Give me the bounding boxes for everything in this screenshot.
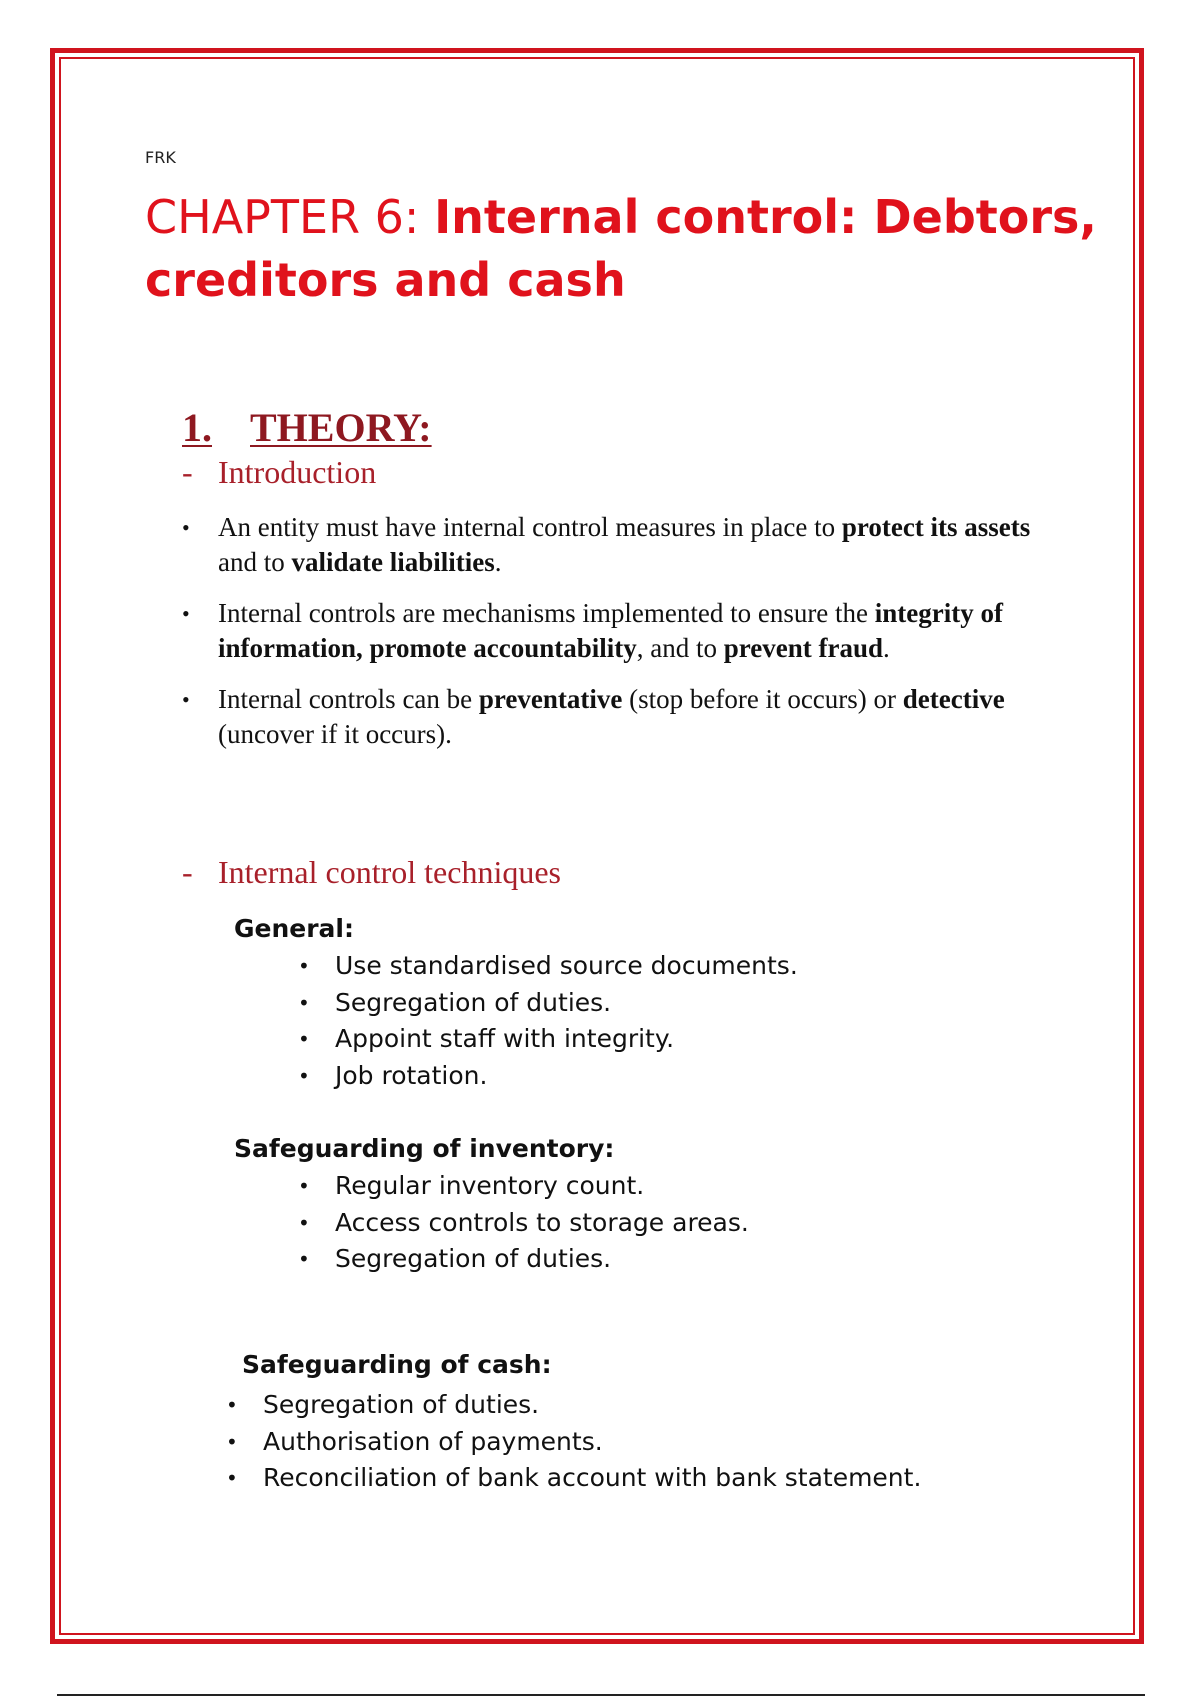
introduction-dash: - <box>182 454 193 490</box>
list-item: • Use standardised source documents. <box>298 948 798 985</box>
list-item: • Segregation of duties. <box>226 1387 921 1424</box>
chapter-prefix: CHAPTER 6: <box>145 190 435 244</box>
list-item: • Segregation of duties. <box>298 1241 749 1278</box>
cash-heading: Safeguarding of cash: <box>242 1350 552 1379</box>
list-item: • Access controls to storage areas. <box>298 1205 749 1242</box>
chapter-main-title: Internal control: Debtors, creditors and cash <box>145 190 1097 307</box>
inventory-list <box>298 1168 749 1278</box>
bullet-icon: • <box>182 687 190 712</box>
bullet-icon: • <box>298 990 310 1015</box>
bullet-icon: • <box>298 1247 310 1271</box>
bullet-icon: • <box>226 1466 238 1490</box>
list-item: • Job rotation. <box>298 1058 798 1095</box>
introduction-heading <box>182 454 376 491</box>
list-item: • Internal controls are mechanisms implemented to ensure the integrity of information, promote accountability, and to prevent fraud. <box>182 598 1003 663</box>
list-item: • Segregation of duties. <box>298 985 798 1022</box>
list-item: • Regular inventory count. <box>298 1168 749 1205</box>
introduction-list <box>182 510 1062 768</box>
bullet-icon: • <box>298 954 310 978</box>
techniques-label: Internal control techniques <box>218 854 561 890</box>
theory-label: THEORY: <box>250 405 432 450</box>
header-code: FRK <box>145 148 176 167</box>
inventory-heading: Safeguarding of inventory: <box>234 1134 615 1163</box>
chapter-title <box>145 186 1125 312</box>
bullet-icon: • <box>298 1027 310 1051</box>
list-item: • Reconciliation of bank account with bank statement. <box>226 1460 921 1497</box>
list-item: • Internal controls can be preventative (stop before it occurs) or detective (uncover if it occurs). <box>182 684 1005 749</box>
cash-list <box>226 1387 921 1497</box>
bullet-icon: • <box>298 1210 310 1235</box>
list-item: • An entity must have internal control measures in place to protect its assets and to validate liabilities. <box>182 512 1031 577</box>
theory-heading <box>182 404 432 451</box>
list-item: • Authorisation of payments. <box>226 1424 921 1461</box>
theory-number: 1. <box>182 405 212 450</box>
general-heading: General: <box>234 914 354 943</box>
techniques-dash: - <box>182 854 193 890</box>
bullet-icon: • <box>298 1174 310 1198</box>
general-list <box>298 948 798 1094</box>
footer-rule <box>57 1694 1145 1696</box>
bullet-icon: • <box>298 1063 310 1088</box>
bullet-icon: • <box>182 601 190 626</box>
list-item: • Appoint staff with integrity. <box>298 1021 798 1058</box>
bullet-icon: • <box>226 1393 238 1417</box>
techniques-heading <box>182 854 561 891</box>
bullet-icon: • <box>226 1429 238 1454</box>
introduction-label: Introduction <box>218 454 377 490</box>
bullet-icon: • <box>182 515 190 540</box>
